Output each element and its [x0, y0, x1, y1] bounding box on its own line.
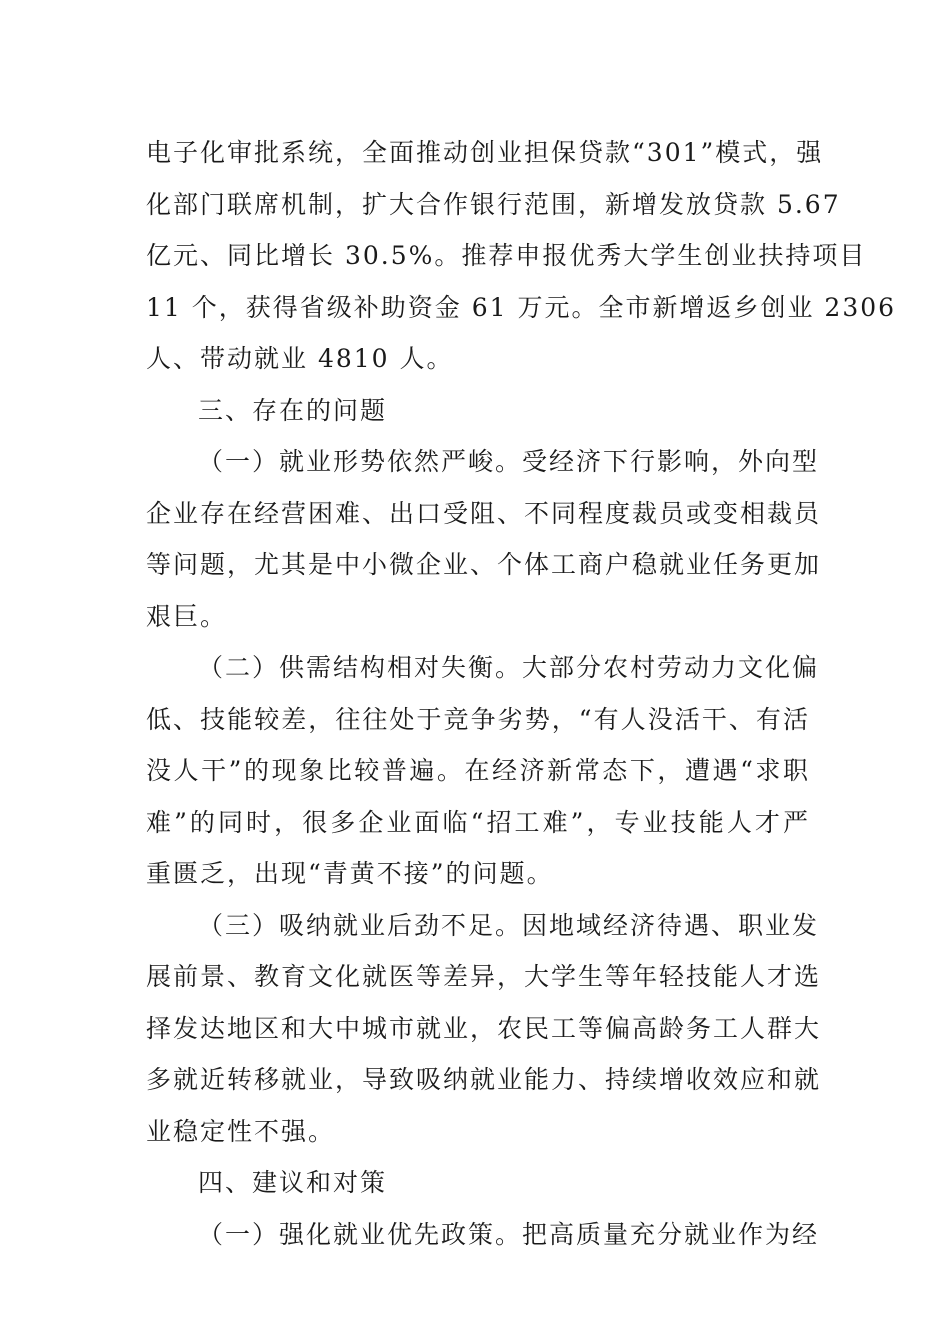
- text-line: 化部门联席机制，扩大合作银行范围，新增发放贷款 5.67: [146, 189, 841, 219]
- text-line: 多就近转移就业，导致吸纳就业能力、持续增收效应和就: [146, 1065, 822, 1094]
- text-line: 电子化审批系统，全面推动创业担保贷款“301”模式，强: [146, 138, 824, 167]
- text-line: 亿元、同比增长 30.5%。推荐申报优秀大学生创业扶持项目: [146, 241, 867, 270]
- text-line: 人、带动就业 4810 人。: [146, 344, 454, 373]
- text-line: 没人干”的现象比较普遍。在经济新常态下，遭遇“求职: [146, 756, 810, 785]
- text-line: 等问题，尤其是中小微企业、个体工商户稳就业任务更加: [146, 550, 822, 579]
- paragraph-first-line: （三）吸纳就业后劲不足。因地域经济待遇、职业发: [198, 910, 820, 940]
- paragraph-first-line: （一）就业形势依然严峻。受经济下行影响，外向型: [198, 447, 820, 476]
- text-line: 企业存在经营困难、出口受阻、不同程度裁员或变相裁员: [146, 498, 822, 528]
- text-line: 11 个，获得省级补助资金 61 万元。全市新增返乡创业 2306: [146, 292, 897, 322]
- section-heading: 四、建议和对策: [198, 1168, 388, 1197]
- section-heading: 三、存在的问题: [198, 395, 388, 425]
- text-line: 难”的同时，很多企业面临“招工难”，专业技能人才严: [146, 807, 810, 837]
- text-line: 择发达地区和大中城市就业，农民工等偏高龄务工人群大: [146, 1013, 822, 1043]
- paragraph-first-line: （一）强化就业优先政策。把高质量充分就业作为经: [198, 1219, 820, 1249]
- text-line: 低、技能较差，往往处于竞争劣势，“有人没活干、有活: [146, 704, 810, 734]
- text-line: 业稳定性不强。: [146, 1116, 336, 1146]
- document-body: [146, 127, 897, 1260]
- paragraph-first-line: （二）供需结构相对失衡。大部分农村劳动力文化偏: [198, 653, 820, 682]
- text-line: 展前景、教育文化就医等差异，大学生等年轻技能人才选: [146, 962, 822, 991]
- text-line: 重匮乏，出现“青黄不接”的问题。: [146, 859, 554, 888]
- text-line: 艰巨。: [146, 601, 228, 631]
